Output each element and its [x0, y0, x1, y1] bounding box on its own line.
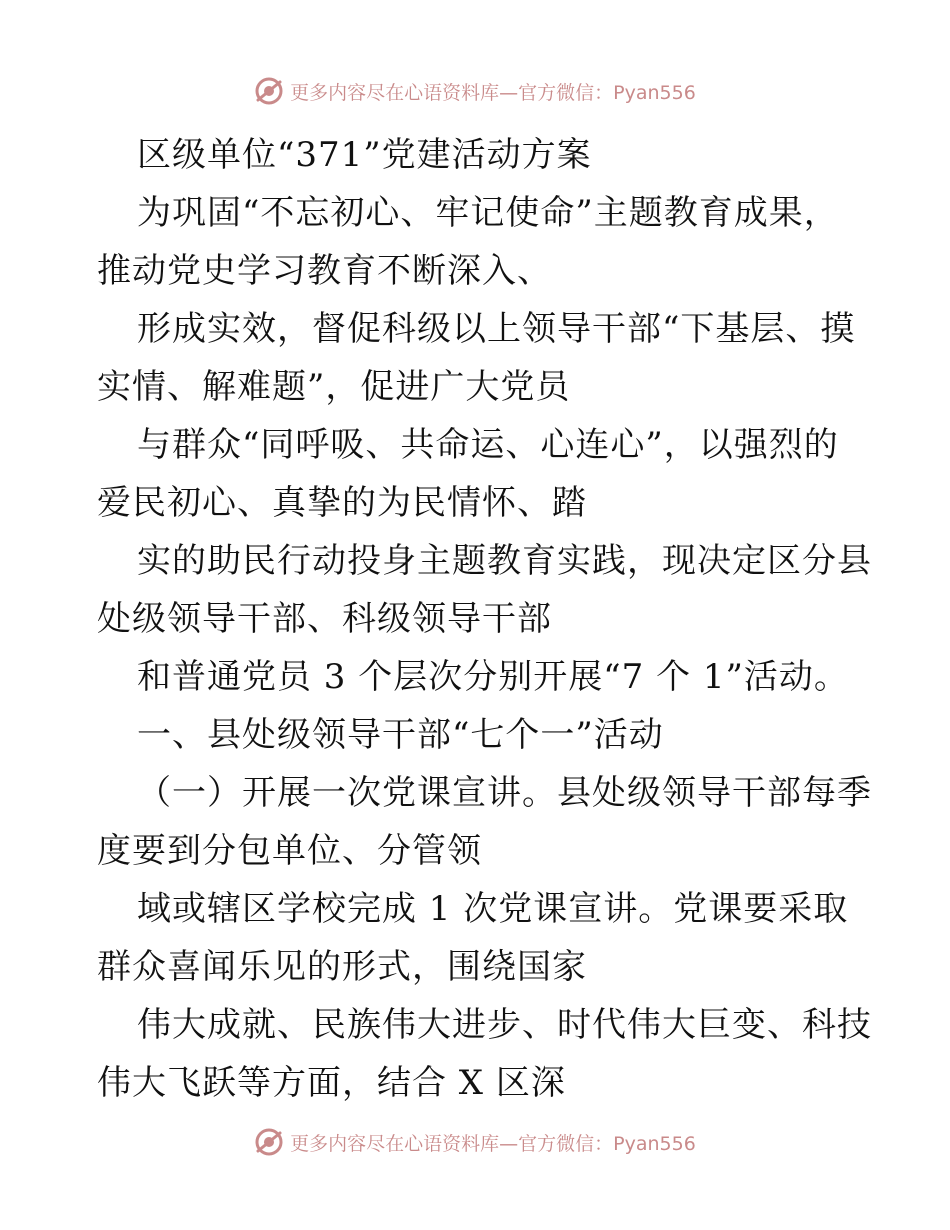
document-line: 与群众“同呼吸、共命运、心连心”，以强烈的: [137, 425, 839, 465]
document-line: 伟大成就、民族伟大进步、时代伟大巨变、科技: [137, 1005, 872, 1045]
document-line: 度要到分包单位、分管领: [97, 831, 482, 871]
document-line: 群众喜闻乐见的形式，围绕国家: [97, 947, 587, 987]
document-line: 域或辖区学校完成 1 次党课宣讲。党课要采取: [137, 889, 849, 929]
document-line: 实的助民行动投身主题教育实践，现决定区分县: [137, 541, 872, 581]
document-line: 和普通党员 3 个层次分别开展“7 个 1”活动。: [137, 657, 849, 697]
watermark-logo-icon: [254, 76, 284, 106]
watermark-header: [0, 76, 950, 106]
document-line: （一）开展一次党课宣讲。县处级领导干部每季: [137, 773, 872, 813]
watermark-text: 更多内容尽在心语资料库—官方微信：Pyan556: [290, 81, 696, 104]
document-line: 形成实效，督促科级以上领导干部“下基层、摸: [137, 309, 856, 349]
document-line: 一、县处级领导干部“七个一”活动: [137, 715, 664, 755]
watermark-text: 更多内容尽在心语资料库—官方微信：Pyan556: [290, 1132, 696, 1155]
watermark-footer: [0, 1127, 950, 1157]
document-line: 伟大飞跃等方面，结合 X 区深: [97, 1063, 566, 1103]
document-line: 实情、解难题”，促进广大党员: [97, 367, 571, 407]
document-body: [97, 126, 872, 1112]
document-line: 处级领导干部、科级领导干部: [97, 599, 552, 639]
document-line: 推动党史学习教育不断深入、: [97, 251, 552, 291]
watermark-logo-icon: [254, 1127, 284, 1157]
document-line: 区级单位“371”党建活动方案: [137, 135, 592, 175]
document-line: 爱民初心、真挚的为民情怀、踏: [97, 483, 587, 523]
document-line: 为巩固“不忘初心、牢记使命”主题教育成果，: [137, 193, 839, 233]
